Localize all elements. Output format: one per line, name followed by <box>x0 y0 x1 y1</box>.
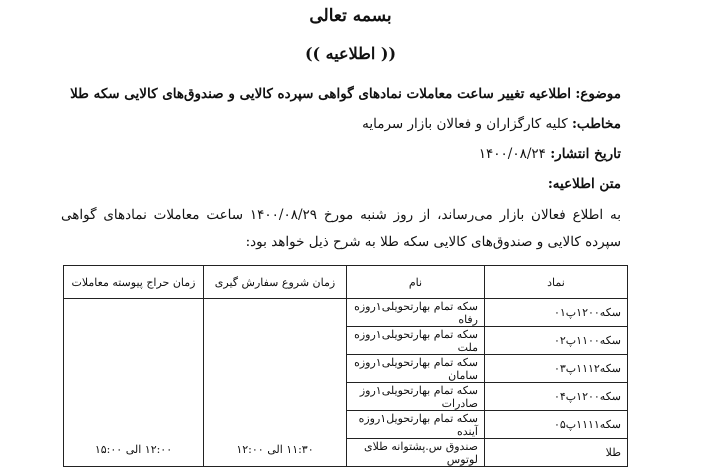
row-symbol: سکه۱۱۱۲پ۰۳ <box>485 355 628 383</box>
date-label: تاریخ انتشار: <box>550 146 621 162</box>
table-header-row <box>64 266 628 299</box>
audience-value: کلیه کارگزاران و فعالان بازار سرمایه <box>362 116 568 132</box>
audience-label: مخاطب: <box>571 116 621 132</box>
row-name: صندوق س.پشتوانه طلای لوتوس <box>347 439 485 467</box>
audience-line <box>362 116 621 132</box>
header-symbol: نماد <box>485 266 628 299</box>
announcement-heading: (( اطلاعیه )) <box>304 44 397 63</box>
date-value: ۱۴۰۰/۰۸/۲۴ <box>478 146 546 162</box>
body-heading-line <box>548 176 621 192</box>
row-symbol: سکه۱۲۰۰پ۰۱ <box>485 299 628 327</box>
row-symbol: سکه۱۲۰۰پ۰۴ <box>485 383 628 411</box>
subject-value: اطلاعیه تغییر ساعت معاملات نمادهای گواهی سپرده کالایی و صندوق‌های کالایی سکه طلا <box>70 86 572 102</box>
page-title: بسمه تعالی <box>309 6 392 26</box>
body-label: متن اطلاعیه: <box>547 176 621 192</box>
subject-label: موضوع: <box>575 86 621 102</box>
header-order-start: زمان شروع سفارش گیری <box>204 266 347 299</box>
row-symbol: سکه۱۱۰۰پ۰۲ <box>485 327 628 355</box>
table-row <box>64 299 628 327</box>
body-paragraph: به اطلاع فعالان بازار می‌رساند، از روز شنبه مورخ ۱۴۰۰/۰۸/۲۹ ساعت معاملات نمادهای گواهی سپرده کالایی و صندوق‌های کالایی سکه طلا به شرح ذیل خواهد بود: <box>61 207 621 250</box>
row-symbol: طلا <box>485 439 628 467</box>
auction-time: ۱۲:۰۰ الی ۱۵:۰۰ <box>64 299 204 467</box>
order-start-time: ۱۱:۳۰ الی ۱۲:۰۰ <box>204 299 347 467</box>
row-name: سکه تمام بهارتحویلی۱روز صادرات <box>347 383 485 411</box>
subject-line <box>70 86 621 102</box>
row-name: سکه تمام بهارتحویلی۱روزه ملت <box>347 327 485 355</box>
row-name: سکه تمام بهارتحویلی۱روزه رفاه <box>347 299 485 327</box>
row-symbol: سکه۱۱۱۱پ۰۵ <box>485 411 628 439</box>
trading-hours-table <box>63 265 628 467</box>
row-name: سکه تمام بهارتحویلی۱روزه سامان <box>347 355 485 383</box>
header-name: نام <box>347 266 485 299</box>
row-name: سکه تمام بهارتحویل۱روزه آینده <box>347 411 485 439</box>
date-line <box>479 146 621 162</box>
header-auction: زمان حراج پیوسته معاملات <box>64 266 204 299</box>
